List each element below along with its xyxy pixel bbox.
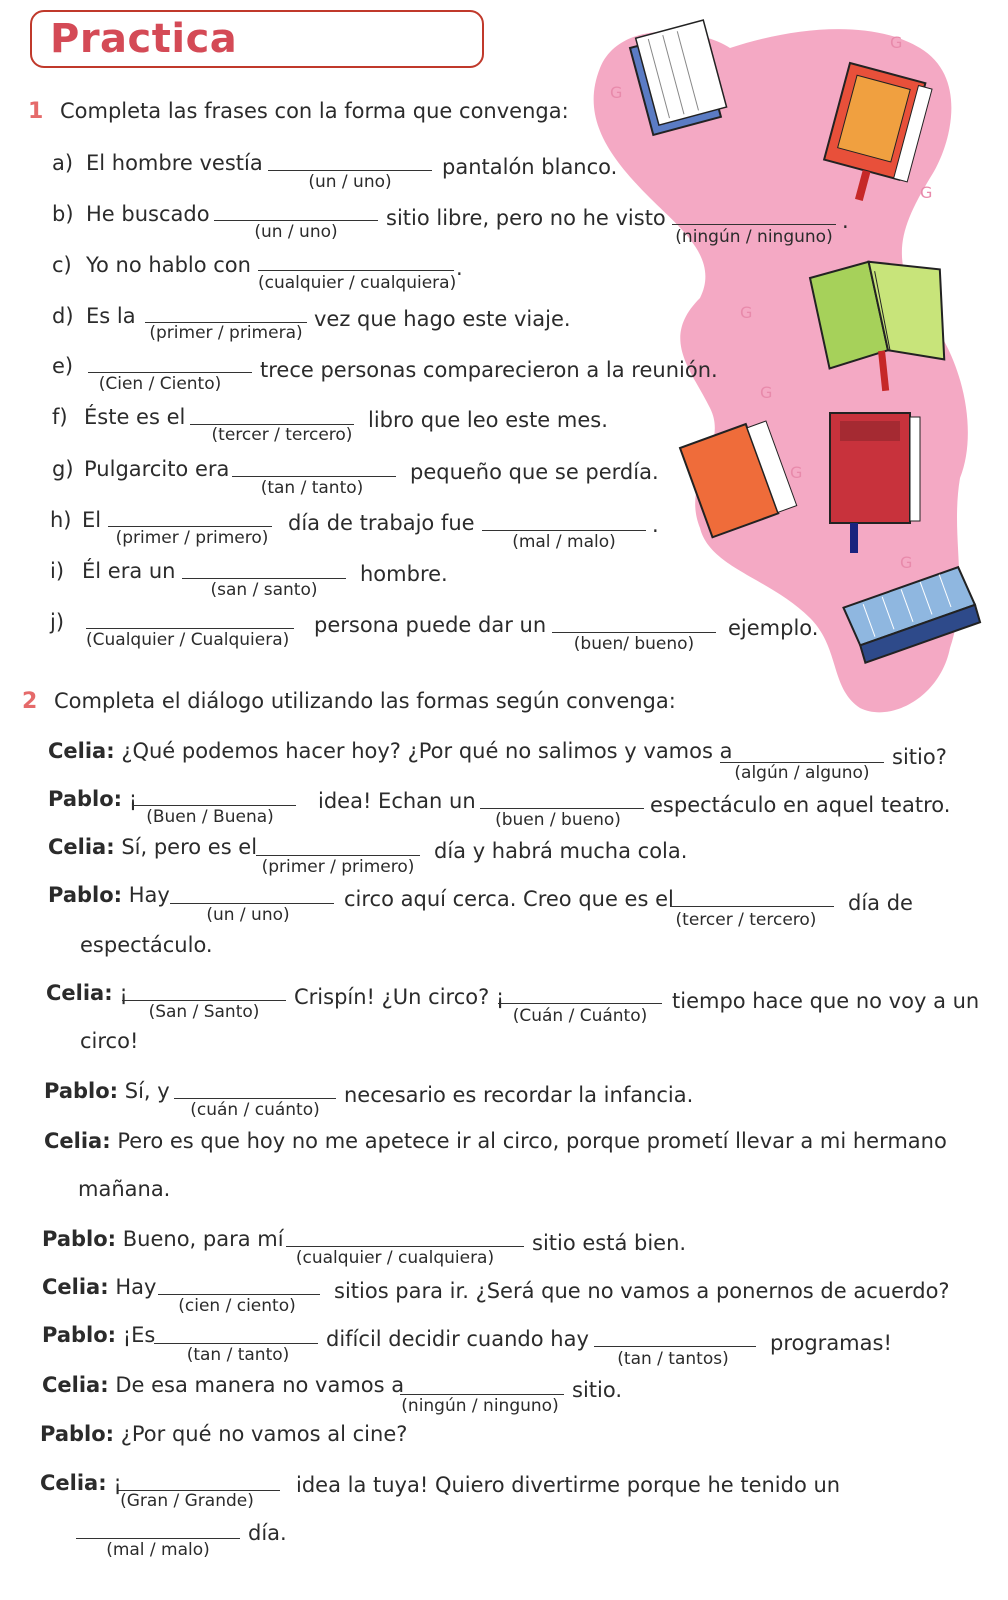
blank-hint: (Gran / Grande) bbox=[120, 1491, 254, 1511]
speaker: Celia: bbox=[46, 981, 113, 1005]
dialogue-text: espectáculo en aquel teatro. bbox=[650, 793, 951, 817]
blank-hint: (buen / bueno) bbox=[495, 810, 621, 830]
blank-input[interactable] bbox=[170, 903, 334, 904]
exercise-number: 2 bbox=[22, 689, 38, 714]
exercise-instruction: Completa las frases con la forma que convenga: bbox=[60, 99, 569, 123]
blank-hint: (Cuán / Cuánto) bbox=[512, 1006, 648, 1026]
ex1-item-i-text1: Él era un bbox=[82, 559, 176, 583]
exercise-number: 1 bbox=[28, 99, 44, 124]
blank-input[interactable] bbox=[400, 1394, 564, 1395]
dialogue-line bbox=[44, 1128, 947, 1154]
blank-input[interactable] bbox=[498, 1003, 662, 1004]
blank-hint: (Buen / Buena) bbox=[146, 807, 274, 827]
ex1-item-d-label: d) bbox=[52, 304, 74, 328]
blank-input[interactable] bbox=[182, 578, 346, 579]
blank-input[interactable] bbox=[552, 632, 716, 633]
dialogue-text: circo! bbox=[80, 1029, 139, 1053]
speaker: Celia: bbox=[42, 1373, 109, 1397]
ex1-item-b-text1: He buscado bbox=[86, 202, 210, 226]
ex1-item-i-text2: hombre. bbox=[360, 562, 448, 586]
dialogue-text: programas! bbox=[770, 1331, 892, 1355]
dialogue-text: día y habrá mucha cola. bbox=[434, 839, 688, 863]
blank-input[interactable] bbox=[672, 224, 836, 225]
blank-hint: (ningún / ninguno) bbox=[401, 1396, 559, 1416]
ex1-item-h-text3: . bbox=[652, 513, 659, 537]
blank-input[interactable] bbox=[214, 220, 378, 221]
dialogue-text: De esa manera no vamos a bbox=[115, 1373, 405, 1397]
ex1-item-a-text2: pantalón blanco. bbox=[442, 155, 618, 179]
speaker: Celia: bbox=[48, 739, 115, 763]
dialogue-text: espectáculo. bbox=[80, 933, 213, 957]
dialogue-line bbox=[44, 1078, 170, 1104]
blank-hint: (un / uno) bbox=[206, 905, 290, 925]
dialogue-text: ¡Es bbox=[122, 1323, 156, 1347]
dialogue-text: sitios para ir. ¿Será que no vamos a ponernos de acuerdo? bbox=[334, 1279, 950, 1303]
blank-input[interactable] bbox=[86, 628, 294, 629]
svg-text:G: G bbox=[890, 33, 903, 52]
ex1-item-h-text1: El bbox=[82, 508, 102, 532]
ex1-item-c-label: c) bbox=[52, 253, 72, 277]
speaker: Celia: bbox=[44, 1129, 111, 1153]
blank-hint: (tan / tanto) bbox=[186, 1345, 290, 1365]
dialogue-text: Crispín! ¿Un circo? ¡ bbox=[294, 985, 505, 1009]
exercise-instruction: Completa el diálogo utilizando las formas según convenga: bbox=[54, 689, 676, 713]
ex1-item-h-label: h) bbox=[50, 508, 72, 532]
blank-input[interactable] bbox=[232, 476, 396, 477]
blank-input[interactable] bbox=[132, 805, 296, 806]
dialogue-line bbox=[46, 980, 128, 1006]
dialogue-line bbox=[48, 882, 170, 908]
blank-hint: (cuán / cuánto) bbox=[190, 1100, 320, 1120]
dialogue-text: Bueno, para mí bbox=[122, 1227, 284, 1251]
svg-text:G: G bbox=[740, 303, 753, 322]
ex1-item-a-label: a) bbox=[52, 151, 74, 175]
blank-hint: (tan / tantos) bbox=[617, 1349, 729, 1369]
blank-input[interactable] bbox=[122, 1000, 286, 1001]
ex1-item-b-text2: sitio libre, pero no he visto bbox=[386, 206, 666, 230]
ex1-item-b-text3: . bbox=[842, 209, 849, 233]
blank-hint: (san / santo) bbox=[210, 580, 318, 600]
blank-hint: (cien / ciento) bbox=[178, 1296, 296, 1316]
dialogue-text: ¡ bbox=[113, 1471, 122, 1495]
dialogue-line bbox=[42, 1322, 155, 1348]
ex1-item-d-text1: Es la bbox=[86, 304, 136, 328]
blank-hint: (un / uno) bbox=[308, 172, 392, 192]
speaker: Pablo: bbox=[42, 1323, 117, 1347]
dialogue-text: Hay bbox=[115, 1275, 157, 1299]
blank-hint: (cualquier / cualquiera) bbox=[258, 273, 457, 293]
dialogue-text: Sí, y bbox=[124, 1079, 170, 1103]
blank-hint: (primer / primera) bbox=[149, 323, 303, 343]
dialogue-line bbox=[48, 786, 137, 812]
blank-input[interactable] bbox=[154, 1343, 318, 1344]
blank-hint: (Cien / Ciento) bbox=[98, 374, 222, 394]
blank-input[interactable] bbox=[174, 1098, 336, 1099]
dialogue-text: necesario es recordar la infancia. bbox=[344, 1083, 694, 1107]
ex1-item-c-text1: Yo no hablo con bbox=[86, 253, 251, 277]
dialogue-text: sitio. bbox=[572, 1378, 622, 1402]
speaker: Pablo: bbox=[40, 1422, 115, 1446]
blank-hint: (primer / primero) bbox=[261, 857, 415, 877]
ex1-item-c-text2: . bbox=[456, 256, 463, 280]
speaker: Pablo: bbox=[48, 883, 123, 907]
blank-hint: (mal / malo) bbox=[106, 1540, 210, 1560]
dialogue-text: ¿Por qué no vamos al cine? bbox=[120, 1422, 408, 1446]
blank-hint: (un / uno) bbox=[254, 222, 338, 242]
dialogue-text: ¡ bbox=[119, 981, 128, 1005]
blank-input[interactable] bbox=[286, 1246, 524, 1247]
speaker: Celia: bbox=[40, 1471, 107, 1495]
dialogue-text: tiempo hace que no voy a un bbox=[672, 989, 980, 1013]
speaker: Pablo: bbox=[48, 787, 123, 811]
ex1-item-f-label: f) bbox=[52, 405, 68, 429]
blank-input[interactable] bbox=[108, 526, 272, 527]
ex1-item-d-text2: vez que hago este viaje. bbox=[314, 307, 571, 331]
dialogue-text: difícil decidir cuando hay bbox=[326, 1327, 589, 1351]
blank-hint: (San / Santo) bbox=[148, 1002, 260, 1022]
ex1-item-e-label: e) bbox=[52, 354, 74, 378]
ex1-item-e-text2: trece personas comparecieron a la reunión. bbox=[260, 358, 718, 382]
blank-hint: (primer / primero) bbox=[115, 528, 269, 548]
dialogue-text: sitio está bien. bbox=[532, 1231, 687, 1255]
blank-input[interactable] bbox=[268, 170, 432, 171]
ex1-item-j-label: j) bbox=[50, 610, 65, 634]
speaker: Celia: bbox=[42, 1275, 109, 1299]
ex1-item-i-label: i) bbox=[50, 559, 65, 583]
blank-hint: (algún / alguno) bbox=[734, 763, 870, 783]
dialogue-line bbox=[42, 1226, 284, 1252]
ex1-item-f-text1: Éste es el bbox=[84, 405, 186, 429]
ex1-item-j-text2: persona puede dar un bbox=[314, 613, 547, 637]
dialogue-line bbox=[48, 738, 732, 764]
svg-text:G: G bbox=[900, 553, 913, 572]
blank-hint: (buen/ bueno) bbox=[573, 634, 695, 654]
blank-input[interactable] bbox=[594, 1346, 756, 1347]
dialogue-text: sitio? bbox=[892, 745, 947, 769]
dialogue-line bbox=[42, 1274, 156, 1300]
exercise-2-header bbox=[22, 688, 676, 715]
blank-hint: (ningún / ninguno) bbox=[675, 227, 833, 247]
blank-hint: (tan / tanto) bbox=[260, 478, 364, 498]
page-title: Practica bbox=[50, 16, 238, 62]
dialogue-text: ¡ bbox=[128, 787, 138, 811]
speaker: Celia: bbox=[48, 835, 115, 859]
blank-hint: (mal / malo) bbox=[512, 532, 616, 552]
svg-text:G: G bbox=[790, 463, 803, 482]
ex1-item-b-label: b) bbox=[52, 202, 74, 226]
blank-hint: (tercer / tercero) bbox=[211, 425, 353, 445]
ex1-item-a-text1: El hombre vestía bbox=[86, 151, 263, 175]
blank-input[interactable] bbox=[88, 372, 252, 373]
exercise-1-header bbox=[28, 98, 569, 125]
dialogue-line bbox=[40, 1421, 407, 1447]
blank-input[interactable] bbox=[482, 530, 646, 531]
svg-text:G: G bbox=[610, 83, 623, 102]
dialogue-text: idea! Echan un bbox=[318, 789, 476, 813]
ex1-item-g-text1: Pulgarcito era bbox=[84, 457, 230, 481]
blank-hint: (cualquier / cualquiera) bbox=[295, 1248, 495, 1268]
dialogue-line bbox=[42, 1372, 404, 1398]
dialogue-line bbox=[48, 834, 257, 860]
ex1-item-g-label: g) bbox=[52, 457, 74, 481]
svg-text:G: G bbox=[920, 183, 933, 202]
blank-input[interactable] bbox=[480, 808, 644, 809]
blank-input[interactable] bbox=[76, 1538, 240, 1539]
ex1-item-f-text2: libro que leo este mes. bbox=[368, 408, 608, 432]
dialogue-text: mañana. bbox=[78, 1177, 171, 1201]
dialogue-text: idea la tuya! Quiero divertirme porque he tenido un bbox=[296, 1473, 841, 1497]
blank-input[interactable] bbox=[158, 1294, 320, 1295]
ex1-item-j-text3: ejemplo. bbox=[728, 616, 819, 640]
svg-text:G: G bbox=[760, 383, 773, 402]
dialogue-text: Hay bbox=[128, 883, 170, 907]
blank-input[interactable] bbox=[256, 855, 420, 856]
ex1-item-h-text2: día de trabajo fue bbox=[288, 511, 475, 535]
dialogue-text: día de bbox=[848, 891, 913, 915]
dialogue-text: circo aquí cerca. Creo que es el bbox=[344, 887, 674, 911]
dialogue-text: ¿Qué podemos hacer hoy? ¿Por qué no salimos y vamos a bbox=[121, 739, 733, 763]
dialogue-text: Pero es que hoy no me apetece ir al circo, porque prometí llevar a mi hermano bbox=[117, 1129, 947, 1153]
dialogue-text: Sí, pero es el bbox=[121, 835, 258, 859]
ex1-item-g-text2: pequeño que se perdía. bbox=[410, 460, 659, 484]
blank-input[interactable] bbox=[670, 906, 834, 907]
blank-input[interactable] bbox=[258, 270, 454, 271]
speaker: Pablo: bbox=[42, 1227, 117, 1251]
speaker: Pablo: bbox=[44, 1079, 119, 1103]
blank-hint: (tercer / tercero) bbox=[675, 910, 817, 930]
blank-hint: (Cualquier / Cualquiera) bbox=[86, 630, 290, 650]
dialogue-text: día. bbox=[248, 1521, 287, 1545]
